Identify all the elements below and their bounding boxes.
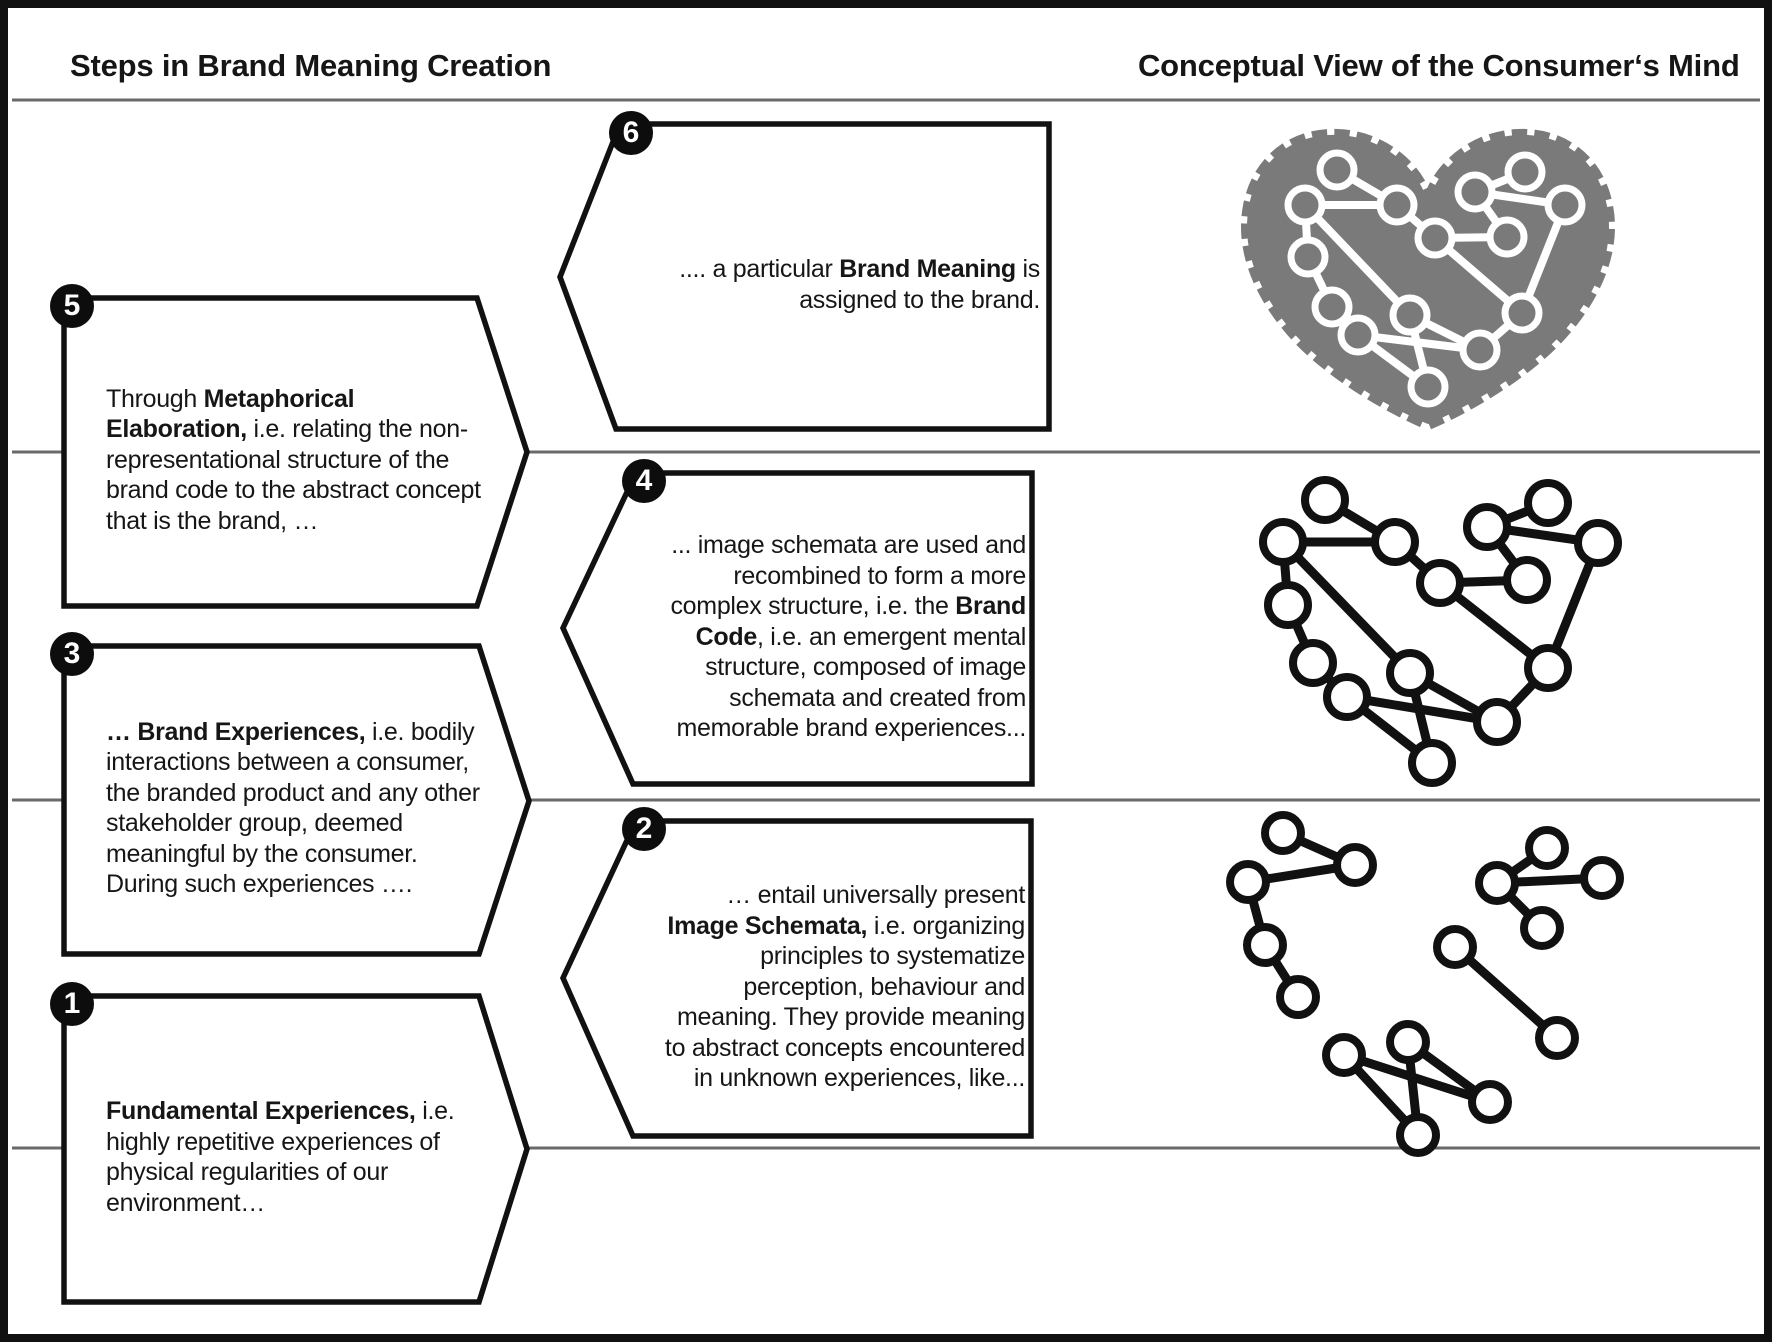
network-node: [1477, 702, 1517, 742]
network-node: [1320, 153, 1354, 187]
step-number-badge-4: 4: [622, 459, 666, 503]
network-node: [1508, 155, 1542, 189]
step-text-5: Through Metaphorical Elaboration, i.e. relating the non-representational structure of the brand code to the abstract concept that is the brand, …: [106, 384, 481, 535]
network-node: [1584, 860, 1620, 896]
network-node: [1375, 522, 1415, 562]
network-node: [1280, 979, 1316, 1015]
step-number-badge-1: 1: [50, 982, 94, 1026]
network-node: [1337, 847, 1373, 883]
network-node: [1539, 1020, 1575, 1056]
network-node: [1230, 864, 1266, 900]
network-node: [1315, 290, 1349, 324]
network-node: [1305, 480, 1345, 520]
network-node: [1288, 188, 1322, 222]
step-text-4: ... image schemata are used and recombined to form a more complex structure, i.e. the Brand Code, i.e. an emergent mental structure, composed of image schemata and created from memorable brand experiences...: [670, 531, 1026, 743]
network-node: [1291, 240, 1325, 274]
step-number-badge-6: 6: [609, 111, 653, 155]
network-node: [1293, 643, 1333, 683]
network-node: [1326, 1037, 1362, 1073]
step-number-badge-5: 5: [50, 284, 94, 328]
network-node: [1263, 522, 1303, 562]
network-node: [1420, 563, 1460, 603]
brand-code-network: [1263, 480, 1618, 783]
network-node: [1505, 296, 1539, 330]
network-node: [1437, 929, 1473, 965]
network-node: [1479, 865, 1515, 901]
network-node: [1472, 1084, 1508, 1120]
network-node: [1393, 298, 1427, 332]
network-node: [1268, 585, 1308, 625]
step-number-badge-2: 2: [622, 807, 666, 851]
network-node: [1380, 188, 1414, 222]
network-node: [1327, 677, 1367, 717]
image-schemata-fragments: [1230, 815, 1620, 1153]
network-node: [1412, 743, 1452, 783]
step-text-1: Fundamental Experiences, i.e. highly repetitive experiences of physical regularities of our environment…: [106, 1097, 455, 1217]
network-node: [1507, 560, 1547, 600]
left-column-title: Steps in Brand Meaning Creation: [70, 48, 552, 83]
network-node: [1390, 653, 1430, 693]
network-node: [1247, 927, 1283, 963]
step-number-badge-3: 3: [50, 632, 94, 676]
network-node: [1578, 523, 1618, 563]
network-node: [1400, 1117, 1436, 1153]
network-node: [1548, 188, 1582, 222]
network-node: [1341, 318, 1375, 352]
network-node: [1528, 483, 1568, 523]
network-node: [1463, 333, 1497, 367]
network-node: [1418, 221, 1452, 255]
step-text-2: … entail universally present Image Schemata, i.e. organizing principles to systematize perception, behaviour and meaning. They provide meaning to abstract concepts encountered in unknown experiences, like...: [664, 881, 1025, 1093]
network-node: [1528, 648, 1568, 688]
network-node: [1529, 830, 1565, 866]
network-node: [1411, 370, 1445, 404]
network-node: [1265, 815, 1301, 851]
right-column-title: Conceptual View of the Consumer‘s Mind: [1138, 48, 1740, 83]
network-node: [1458, 175, 1492, 209]
network-node: [1524, 910, 1560, 946]
network-node: [1490, 220, 1524, 254]
step-text-3: … Brand Experiences, i.e. bodily interactions between a consumer, the branded product and any other stakeholder group, deemed meaningful by the consumer. During such experiences ….: [106, 717, 480, 898]
step-text-6: .... a particular Brand Meaning is assigned to the brand.: [679, 255, 1040, 314]
network-node: [1390, 1024, 1426, 1060]
network-node: [1467, 507, 1507, 547]
